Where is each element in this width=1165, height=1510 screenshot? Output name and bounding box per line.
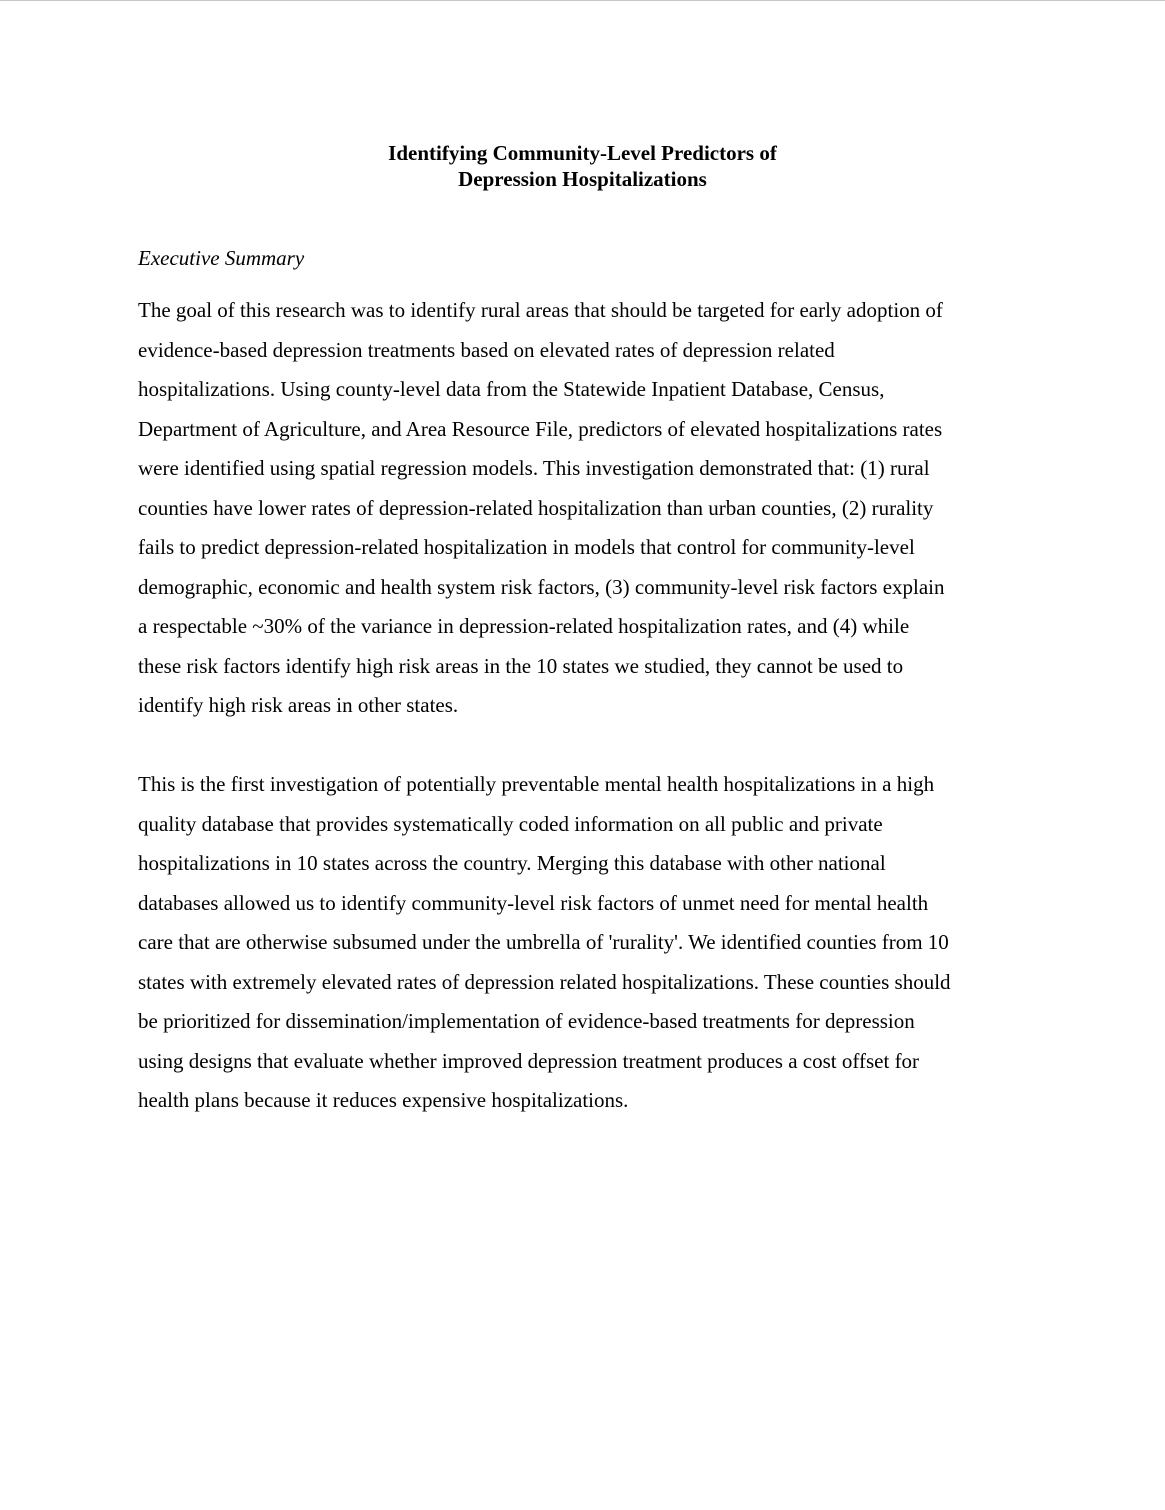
title-line-2: Depression Hospitalizations: [458, 167, 707, 191]
paragraph-line: This is the first investigation of potentially preventable mental health hospitalizations in a high: [138, 772, 935, 796]
paragraph-line: be prioritized for dissemination/implementation of evidence-based treatments for depression: [138, 1009, 915, 1033]
paragraph-line: these risk factors identify high risk areas in the 10 states we studied, they cannot be used to: [138, 653, 904, 678]
paragraph-line: counties have lower rates of depression-related hospitalization than urban counties, (2) rurality: [138, 495, 934, 520]
paragraph-line: hospitalizations in 10 states across the country. Merging this database with other national: [138, 851, 886, 875]
paragraph-line: databases allowed us to identify community-level risk factors of unmet need for mental health: [138, 890, 929, 915]
paragraph-line: health plans because it reduces expensive hospitalizations.: [138, 1088, 629, 1112]
paragraph-line: fails to predict depression-related hospitalization in models that control for community-level: [138, 535, 915, 559]
paragraph-line: using designs that evaluate whether improved depression treatment produces a cost offset for: [138, 1048, 920, 1073]
paragraph-1: [138, 291, 1038, 726]
paragraph-line: demographic, economic and health system risk factors, (3) community-level risk factors explain: [138, 574, 945, 599]
section-heading: Executive Summary: [138, 246, 305, 270]
paragraph-2: [138, 765, 1038, 1121]
title-line-1: Identifying Community-Level Predictors of: [388, 141, 777, 165]
paragraph-line: quality database that provides systematically coded information on all public and private: [138, 811, 883, 836]
paragraph-line: identify high risk areas in other states.: [138, 693, 459, 717]
paragraph-line: evidence-based depression treatments based on elevated rates of depression related: [138, 337, 835, 362]
document-title: [0, 140, 1165, 192]
paragraph-line: hospitalizations. Using county-level data from the Statewide Inpatient Database, Census,: [138, 377, 885, 401]
paragraph-line: The goal of this research was to identify rural areas that should be targeted for early adoption of: [138, 298, 943, 322]
paragraph-line: care that are otherwise subsumed under the umbrella of 'rurality'. We identified counties from 10: [138, 930, 949, 954]
paragraph-line: states with extremely elevated rates of depression related hospitalizations. These counties should: [138, 969, 951, 994]
paragraph-line: a respectable ~30% of the variance in depression-related hospitalization rates, and (4) while: [138, 614, 910, 638]
paragraph-line: were identified using spatial regression models. This investigation demonstrated that: (1) rural: [138, 456, 930, 480]
paragraph-line: Department of Agriculture, and Area Resource File, predictors of elevated hospitalizations rates: [138, 416, 943, 441]
